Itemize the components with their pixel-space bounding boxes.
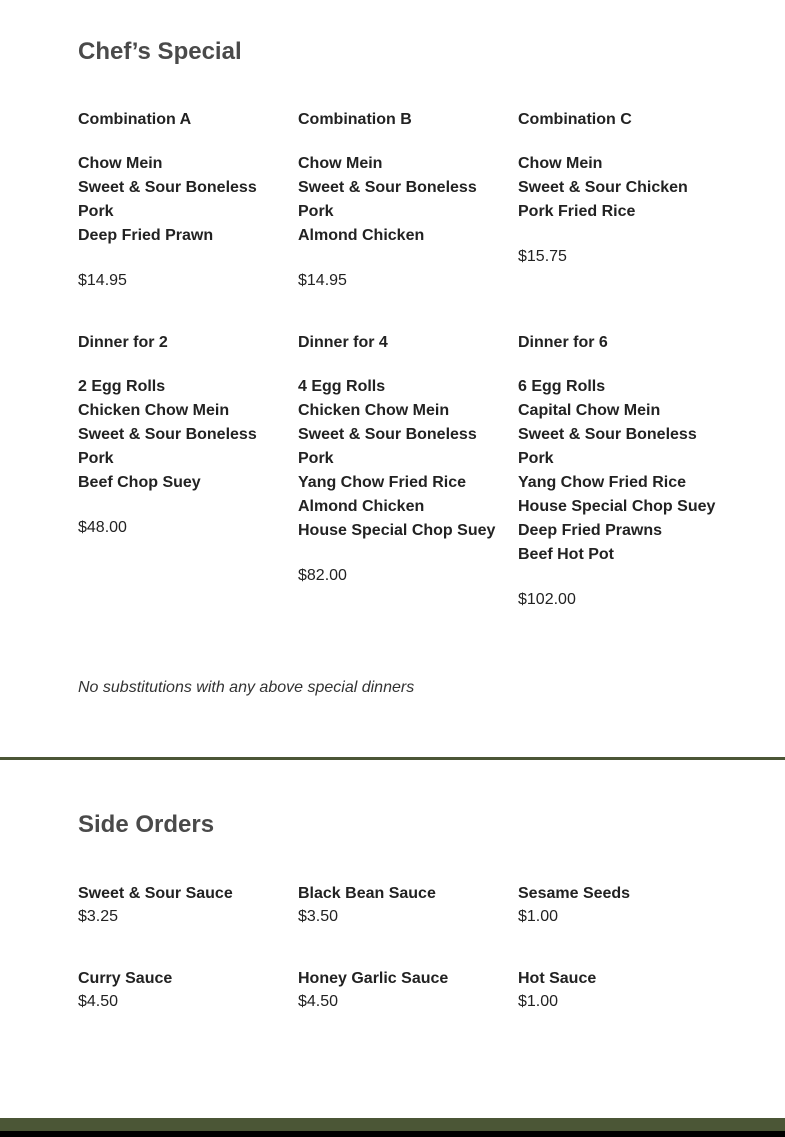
combo-item: Sweet & Sour Boneless Pork [518,426,697,467]
combo-item: 6 Egg Rolls [518,378,606,395]
combo-title: Dinner for 4 [298,334,388,351]
side-orders-title: Side Orders [78,811,215,838]
combo-price: $14.95 [298,272,347,289]
combo-c [518,108,718,269]
combo-price: $48.00 [78,519,127,536]
combo-b [298,108,498,293]
combo-items [78,152,278,248]
combo-item: Sweet & Sour Boneless Pork [298,426,477,467]
dinner-for-4 [298,331,498,588]
side-item-curry-sauce [78,967,278,1013]
side-item-price: $4.50 [78,993,119,1010]
side-item-black-bean-sauce [298,882,498,928]
side-item-price: $3.50 [298,908,339,925]
combo-a [78,108,278,293]
combo-items [518,152,718,224]
combo-title: Combination B [298,111,412,128]
combo-item: 4 Egg Rolls [298,378,386,395]
side-item-price: $3.25 [78,908,119,925]
side-item-name: Sweet & Sour Sauce [78,885,233,902]
side-item-price: $4.50 [298,993,339,1010]
side-item-name: Hot Sauce [518,970,597,987]
combo-item: Chow Mein [298,155,383,172]
side-item-honey-garlic-sauce [298,967,498,1013]
combo-item: Capital Chow Mein [518,402,661,419]
combo-item: Yang Chow Fried Rice [518,474,687,491]
combo-items [298,375,498,543]
combo-price: $15.75 [518,248,567,265]
combo-price: $14.95 [78,272,127,289]
combo-items [518,375,718,567]
combo-price: $102.00 [518,591,576,608]
combo-item: Sweet & Sour Boneless Pork [298,179,477,220]
combo-item: 2 Egg Rolls [78,378,166,395]
footer-band [0,1118,785,1131]
combo-item: Chow Mein [78,155,163,172]
side-item-name: Honey Garlic Sauce [298,970,449,987]
combo-price: $82.00 [298,567,347,584]
side-item-sweet-sour-sauce [78,882,278,928]
footer-bar [0,1131,785,1137]
combo-item: Chicken Chow Mein [78,402,230,419]
substitution-note: No substitutions with any above special dinners [78,679,415,696]
combo-item: Beef Chop Suey [78,474,201,491]
side-item-sesame-seeds [518,882,718,928]
combo-item: Sweet & Sour Boneless Pork [78,426,257,467]
combo-item: Beef Hot Pot [518,546,614,563]
combo-item: Almond Chicken [298,498,425,515]
dinner-for-6 [518,331,718,612]
combo-item: Yang Chow Fried Rice [298,474,467,491]
section-divider [0,757,785,760]
combo-item: Chow Mein [518,155,603,172]
combo-item: Sweet & Sour Chicken [518,179,688,196]
chefs-special-title: Chef’s Special [78,38,242,65]
combo-title: Combination A [78,111,192,128]
side-item-price: $1.00 [518,993,559,1010]
side-item-name: Sesame Seeds [518,885,631,902]
combo-title: Dinner for 2 [78,334,168,351]
combo-item: Pork Fried Rice [518,203,636,220]
dinner-for-2 [78,331,278,540]
side-item-hot-sauce [518,967,718,1013]
combo-item: Chicken Chow Mein [298,402,450,419]
combo-item: House Special Chop Suey [518,498,716,515]
combo-items [298,152,498,248]
combo-item: Deep Fried Prawn [78,227,214,244]
combo-item: Deep Fried Prawns [518,522,663,539]
side-item-price: $1.00 [518,908,559,925]
combo-item: House Special Chop Suey [298,522,496,539]
combo-items [78,375,278,495]
combo-title: Combination C [518,111,632,128]
combo-item: Sweet & Sour Boneless Pork [78,179,257,220]
combo-title: Dinner for 6 [518,334,608,351]
combo-item: Almond Chicken [298,227,425,244]
side-item-name: Curry Sauce [78,970,173,987]
side-item-name: Black Bean Sauce [298,885,436,902]
